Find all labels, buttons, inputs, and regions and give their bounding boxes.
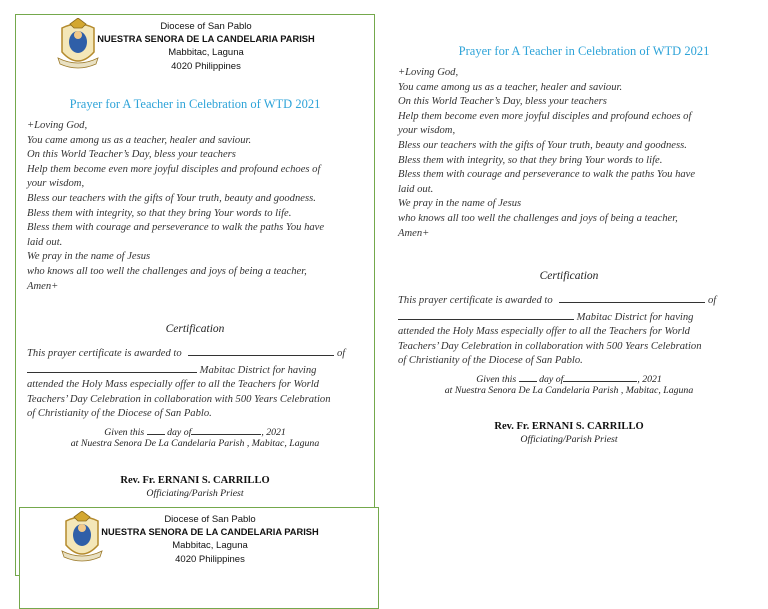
certification-line: of Christianity of the Diocese of San Pablo. (27, 408, 212, 420)
awardee-blank-line (188, 345, 334, 356)
parish-postal: 4020 Philippines (175, 553, 245, 565)
parish-header (16, 15, 374, 75)
prayer-line: Amen+ (398, 227, 430, 239)
given-this-text: Given this (476, 374, 517, 385)
parish-name: NUESTRA SENORA DE LA CANDELARIA PARISH (101, 527, 319, 538)
certification-text (398, 292, 716, 369)
priest-role: Officiating/Parish Priest (520, 434, 618, 445)
awarded-prefix: This prayer certificate is awarded to (27, 348, 182, 359)
certificate-card-left (15, 14, 375, 576)
of-word: of (337, 348, 346, 359)
month-blank-line (191, 425, 261, 435)
prayer-line: laid out. (398, 183, 434, 195)
header-text (100, 513, 320, 566)
prayer-line: Bless them with courage and perseverance to walk the paths You have (398, 169, 696, 181)
prayer-line: We pray in the name of Jesus (398, 198, 522, 210)
parish-town: Mabbitac, Laguna (172, 540, 248, 552)
diocese-name: Diocese of San Pablo (160, 21, 252, 32)
prayer-text (27, 119, 324, 294)
school-blank-line (27, 362, 197, 373)
header-text (96, 20, 316, 73)
of-word: of (708, 295, 717, 306)
certification-line: Teachers’ Day Celebration in collaboration with 500 Years Celebration (398, 340, 702, 352)
prayer-line: Bless our teachers with the gifts of Your truth, beauty and goodness. (398, 139, 687, 151)
prayer-line: your wisdom, (27, 178, 85, 190)
prayer-line: +Loving God, (27, 120, 88, 131)
day-blank-line (519, 372, 537, 382)
prayer-title: Prayer for A Teacher in Celebration of WTD 2021 (458, 44, 710, 58)
certification-line: of Christianity of the Diocese of San Pablo. (398, 355, 583, 367)
given-date-line (384, 372, 754, 386)
day-of-text: day of (167, 427, 192, 438)
priest-name: Rev. Fr. ERNANI S. CARRILLO (120, 475, 270, 486)
day-blank-line (147, 425, 165, 435)
prayer-text (398, 66, 695, 241)
prayer-line: You came among us as a teacher, healer and saviour. (398, 81, 623, 93)
prayer-title: Prayer for A Teacher in Celebration of WTD 2021 (69, 97, 321, 111)
diocese-name: Diocese of San Pablo (164, 514, 256, 525)
parish-header (20, 508, 378, 568)
prayer-line: who knows all too well the challenges and joys of being a teacher, (27, 265, 307, 277)
venue-text: at Nuestra Senora De La Candelaria Parish , Mabitac, Laguna (70, 438, 320, 449)
priest-role: Officiating/Parish Priest (146, 488, 244, 499)
prayer-line: +Loving God, (398, 67, 459, 78)
certification-line: attended the Holy Mass especially offer to all the Teachers for World (398, 326, 690, 338)
day-of-text: day of (539, 374, 564, 385)
certification-heading: Certification (165, 323, 225, 335)
certification-text (27, 345, 345, 422)
district-text: Mabitac District for having (199, 364, 317, 376)
parish-postal: 4020 Philippines (171, 60, 241, 72)
prayer-line: your wisdom, (398, 125, 456, 137)
prayer-line: Help them become even more joyful disciples and profound echoes of (398, 110, 692, 122)
prayer-line: Amen+ (27, 280, 59, 292)
certification-line: attended the Holy Mass especially offer to all the Teachers for World (27, 379, 319, 391)
prayer-line: Bless our teachers with the gifts of Your truth, beauty and goodness. (27, 192, 316, 204)
priest-name: Rev. Fr. ERNANI S. CARRILLO (494, 421, 644, 432)
prayer-line: Help them become even more joyful disciples and profound echoes of (27, 163, 321, 175)
year-text: , 2021 (261, 427, 286, 438)
prayer-line: who knows all too well the challenges and joys of being a teacher, (398, 212, 678, 224)
venue-text: at Nuestra Senora De La Candelaria Parish , Mabitac, Laguna (444, 385, 694, 396)
prayer-line: Bless them with courage and perseverance to walk the paths You have (27, 222, 325, 234)
parish-seal-logo (56, 18, 100, 72)
year-text: , 2021 (637, 374, 662, 385)
certification-line: Teachers’ Day Celebration in collaboration with 500 Years Celebration (27, 393, 331, 405)
awarded-prefix: This prayer certificate is awarded to (398, 295, 553, 306)
month-blank-line (563, 372, 637, 382)
given-date-line (16, 425, 374, 439)
given-this-text: Given this (104, 427, 145, 438)
prayer-line: Bless them with integrity, so that they bring Your words to life. (398, 154, 663, 166)
prayer-line: We pray in the name of Jesus (27, 251, 151, 263)
prayer-line: You came among us as a teacher, healer and saviour. (27, 134, 252, 146)
prayer-line: Bless them with integrity, so that they bring Your words to life. (27, 207, 292, 219)
parish-name: NUESTRA SENORA DE LA CANDELARIA PARISH (97, 34, 315, 45)
prayer-line: On this World Teacher’s Day, bless your teachers (398, 96, 607, 108)
prayer-line: laid out. (27, 236, 63, 248)
district-text: Mabitac District for having (576, 311, 694, 323)
awardee-blank-line (559, 292, 705, 303)
parish-town: Mabbitac, Laguna (168, 47, 244, 59)
parish-seal-logo (60, 511, 104, 565)
prayer-line: On this World Teacher’s Day, bless your teachers (27, 149, 236, 161)
certification-heading: Certification (539, 270, 599, 282)
school-blank-line (398, 309, 574, 320)
